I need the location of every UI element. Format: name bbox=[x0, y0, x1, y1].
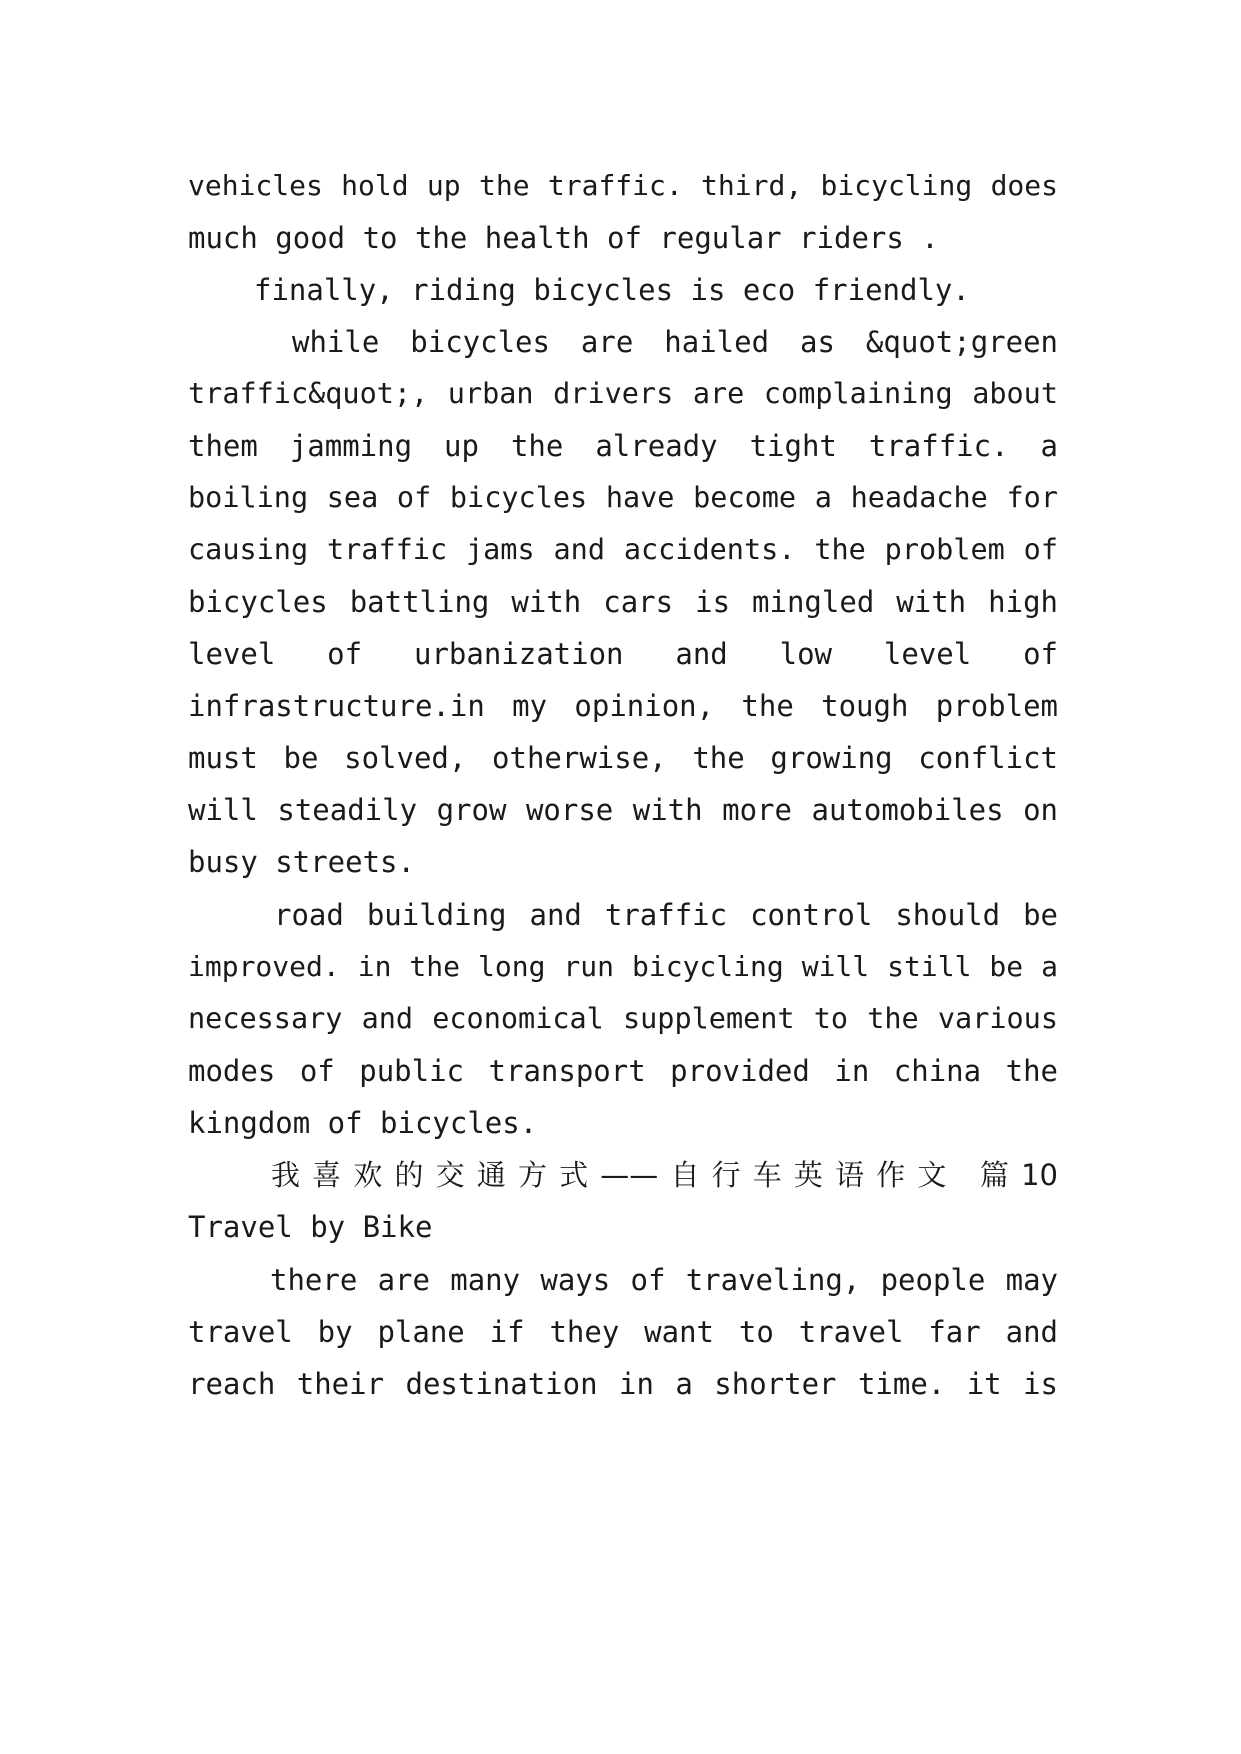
text-line: improved. in the long run bicycling will still be a bbox=[188, 950, 1058, 983]
text-line: reach their destination in a shorter time. it is bbox=[188, 1367, 1058, 1401]
text-line: necessary and economical supplement to the various bbox=[188, 1002, 1058, 1035]
text-line: much good to the health of regular riders . bbox=[188, 221, 939, 255]
text-line: causing traffic jams and accidents. the problem of bbox=[188, 533, 1058, 566]
text-line: while bicycles are hailed as &quot;green bbox=[292, 325, 1058, 359]
text-line: there are many ways of traveling, people may bbox=[270, 1263, 1058, 1297]
section-heading: 我喜欢的交通方式——自行车英语作文 篇10 bbox=[271, 1158, 1058, 1192]
text-line: will steadily grow worse with more automobiles on bbox=[188, 793, 1058, 827]
text-line: vehicles hold up the traffic. third, bicycling does bbox=[188, 169, 1058, 202]
text-line: kingdom of bicycles. bbox=[188, 1106, 538, 1140]
text-line: finally, riding bicycles is eco friendly. bbox=[254, 273, 970, 307]
section-subtitle: Travel by Bike bbox=[188, 1210, 433, 1244]
text-line: them jamming up the already tight traffic. a bbox=[188, 429, 1058, 463]
text-line: level of urbanization and low level of bbox=[188, 637, 1058, 671]
text-line: travel by plane if they want to travel far and bbox=[188, 1315, 1058, 1349]
text-line: busy streets. bbox=[188, 845, 415, 879]
text-line: modes of public transport provided in china the bbox=[188, 1054, 1058, 1088]
text-line: road building and traffic control should be bbox=[274, 898, 1058, 932]
text-line: traffic&quot;, urban drivers are complaining about bbox=[188, 377, 1058, 410]
text-line: boiling sea of bicycles have become a headache for bbox=[188, 481, 1058, 514]
text-line: must be solved, otherwise, the growing conflict bbox=[188, 741, 1058, 775]
text-line: infrastructure.in my opinion, the tough problem bbox=[188, 689, 1058, 723]
text-line: bicycles battling with cars is mingled with high bbox=[188, 585, 1058, 619]
